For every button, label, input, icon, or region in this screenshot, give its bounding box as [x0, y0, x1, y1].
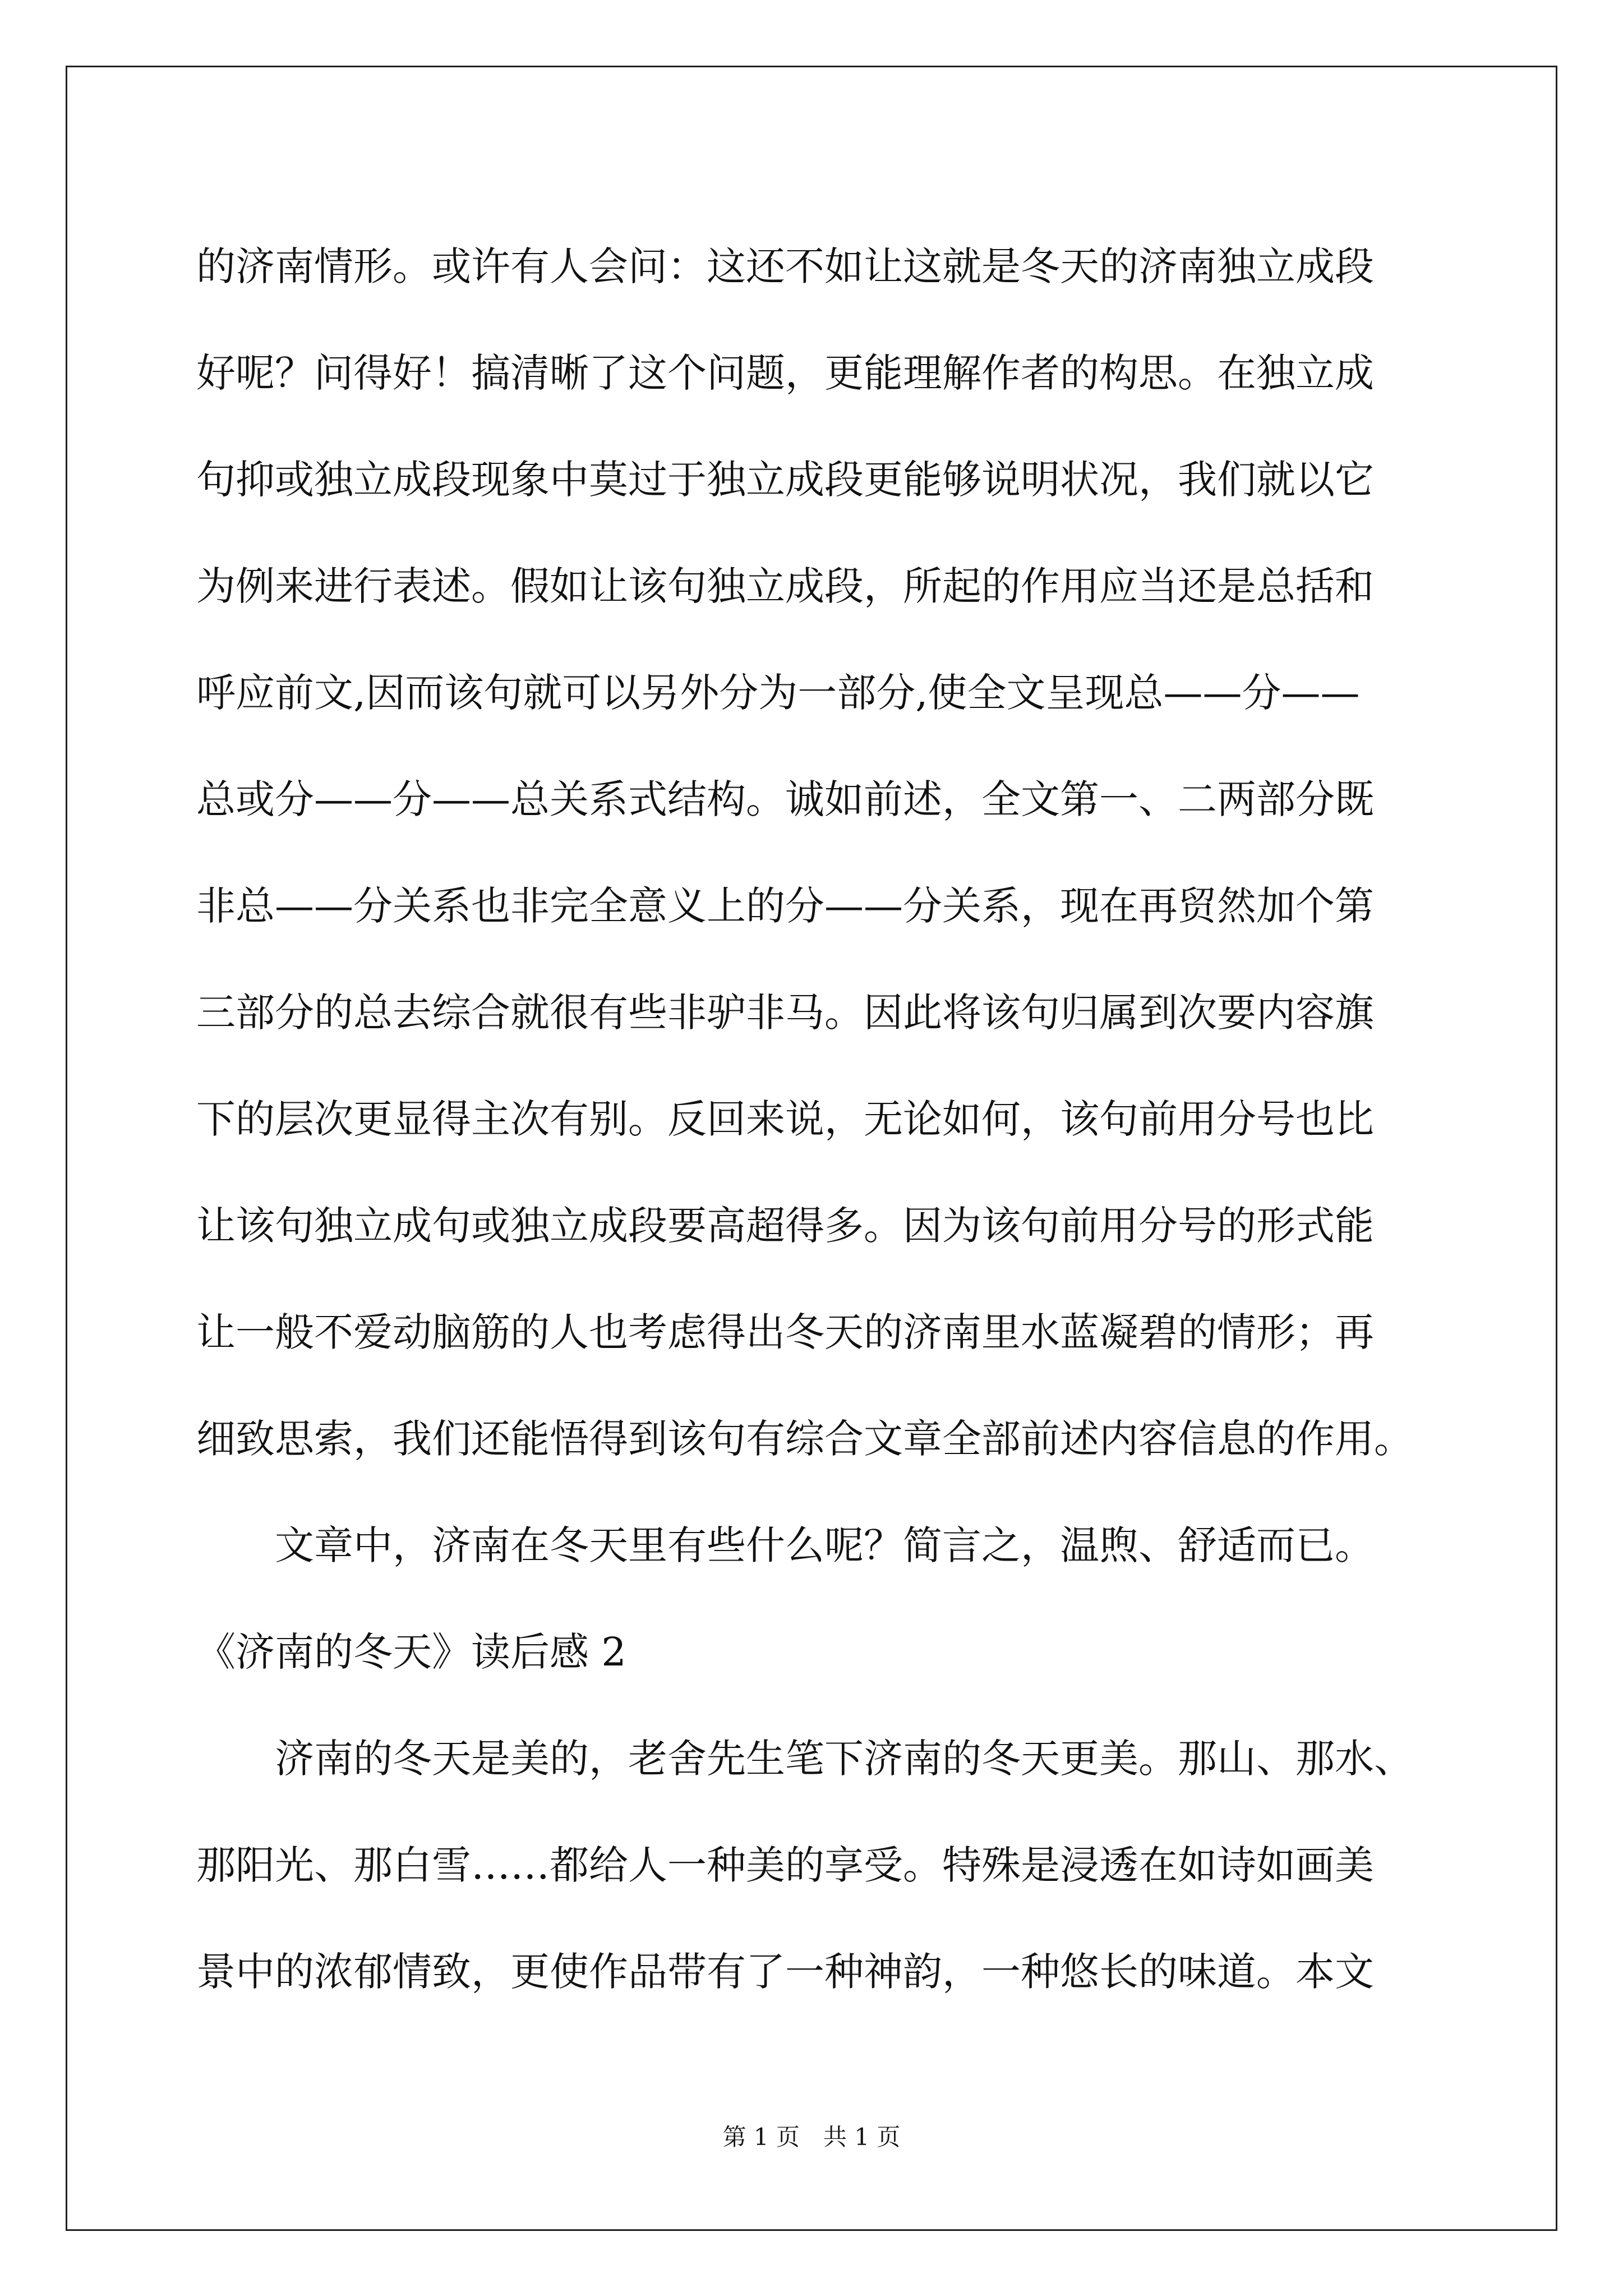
- section-heading: 《济南的冬天》读后感 2: [196, 1629, 626, 1675]
- text-line: 好呢？问得好！搞清晰了这个问题，更能理解作者的构思。在独立成: [196, 350, 1374, 396]
- text-line: 文章中，济南在冬天里有些什么呢？简言之，温煦、舒适而已。: [196, 1522, 1374, 1568]
- text-line: 的济南情形。或许有人会问：这还不如让这就是冬天的济南独立成段: [196, 243, 1374, 289]
- page-footer: [0, 2120, 1623, 2154]
- text-line: 总或分——分——总关系式结构。诚如前述，全文第一、二两部分既: [196, 776, 1374, 822]
- text-line: 让一般不爱动脑筋的人也考虑得出冬天的济南里水蓝凝碧的情形；再: [196, 1309, 1374, 1355]
- text-line: 句抑或独立成段现象中莫过于独立成段更能够说明状况，我们就以它: [196, 457, 1374, 503]
- page-number: 第 1 页 共 1 页: [722, 2123, 901, 2151]
- text-line: 细致思索，我们还能悟得到该句有综合文章全部前述内容信息的作用。: [196, 1416, 1413, 1462]
- text-line: 让该句独立成句或独立成段要高超得多。因为该句前用分号的形式能: [196, 1203, 1374, 1249]
- text-line: 下的层次更显得主次有别。反回来说，无论如何，该句前用分号也比: [196, 1096, 1374, 1142]
- text-line: 呼应前文,因而该句就可以另外分为一部分,使全文呈现总——分——: [196, 670, 1360, 716]
- text-line: 景中的浓郁情致，更使作品带有了一种神韵，一种悠长的味道。本文: [196, 1949, 1374, 1995]
- text-line: 济南的冬天是美的，老舍先生笔下济南的冬天更美。那山、那水、: [196, 1736, 1413, 1782]
- text-line: 非总——分关系也非完全意义上的分——分关系，现在再贸然加个第: [196, 883, 1374, 929]
- text-line: 为例来进行表述。假如让该句独立成段，所起的作用应当还是总括和: [196, 563, 1374, 609]
- text-line: 三部分的总去综合就很有些非驴非马。因此将该句归属到次要内容旗: [196, 990, 1374, 1036]
- text-line: 那阳光、那白雪……都给人一种美的享受。特殊是浸透在如诗如画美: [196, 1842, 1374, 1888]
- document-body: [196, 213, 1447, 2025]
